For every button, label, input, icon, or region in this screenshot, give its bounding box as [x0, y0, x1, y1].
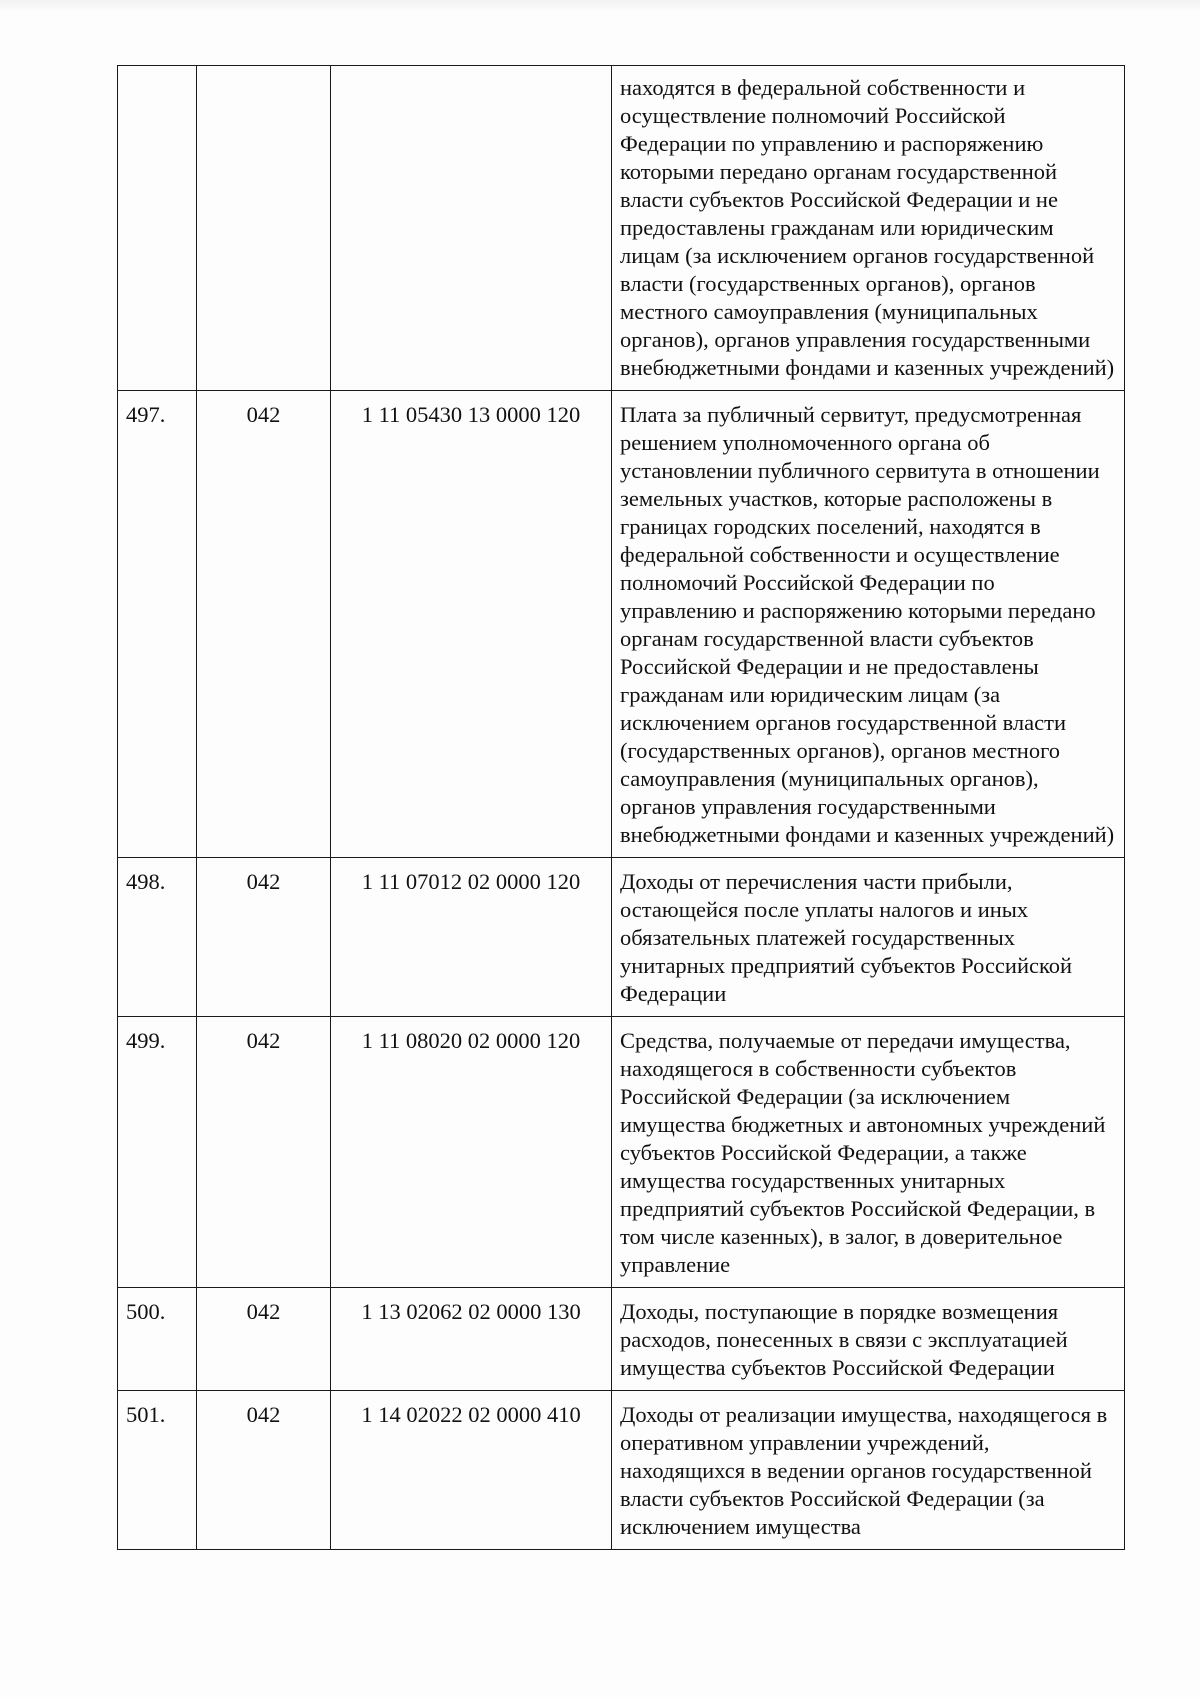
administrator-code: 042 [197, 1017, 331, 1288]
table-row [118, 1017, 1125, 1288]
budget-classification-code: 1 14 02022 02 0000 410 [331, 1391, 612, 1550]
budget-classification-code: 1 11 07012 02 0000 120 [331, 858, 612, 1017]
budget-classification-code: 1 11 05430 13 0000 120 [331, 391, 612, 858]
table-row [118, 66, 1125, 391]
administrator-code: 042 [197, 1391, 331, 1550]
table-row [118, 858, 1125, 1017]
administrator-code: 042 [197, 1288, 331, 1391]
revenue-name: Средства, получаемые от передачи имущества, находящегося в собственности субъектов Российской Федерации (за исключением имущества бюджетных и автономных учреждений субъектов Российской Федерации, а также имущества государственных унитарных предприятий субъектов Российской Федерации, в том числе казенных), в залог, в доверительное управление [612, 1017, 1125, 1288]
row-number: 499. [118, 1017, 197, 1288]
table-row [118, 1288, 1125, 1391]
row-number: 498. [118, 858, 197, 1017]
revenue-codes-table [117, 65, 1125, 1550]
budget-classification-code: 1 11 08020 02 0000 120 [331, 1017, 612, 1288]
administrator-code: 042 [197, 391, 331, 858]
revenue-name: Доходы, поступающие в порядке возмещения расходов, понесенных в связи с эксплуатацией имущества субъектов Российской Федерации [612, 1288, 1125, 1391]
table-row [118, 391, 1125, 858]
row-number: 501. [118, 1391, 197, 1550]
revenue-name: Плата за публичный сервитут, предусмотренная решением уполномоченного органа об установлении публичного сервитута в отношении земельных участков, которые расположены в границах городских поселений, находятся в федеральной собственности и осуществление полномочий Российской Федерации по управлению и распоряжению которыми передано органам государственной власти субъектов Российской Федерации и не предоставлены гражданам или юридическим лицам (за исключением органов государственной власти (государственных органов), органов местного самоуправления (муниципальных органов), органов управления государственными внебюджетными фондами и казенных учреждений) [612, 391, 1125, 858]
scan-edge [0, 0, 1200, 12]
row-number: 497. [118, 391, 197, 858]
revenue-name: Доходы от реализации имущества, находящегося в оперативном управлении учреждений, находящихся в ведении органов государственной власти субъектов Российской Федерации (за исключением имущества [612, 1391, 1125, 1550]
budget-classification-code: 1 13 02062 02 0000 130 [331, 1288, 612, 1391]
administrator-code [197, 66, 331, 391]
row-number [118, 66, 197, 391]
administrator-code: 042 [197, 858, 331, 1017]
table-row [118, 1391, 1125, 1550]
revenue-name: находятся в федеральной собственности и осуществление полномочий Российской Федерации по управлению и распоряжению которыми передано органам государственной власти субъектов Российской Федерации и не предоставлены гражданам или юридическим лицам (за исключением органов государственной власти (государственных органов), органов местного самоуправления (муниципальных органов), органов управления государственными внебюджетными фондами и казенных учреждений) [612, 66, 1125, 391]
revenue-name: Доходы от перечисления части прибыли, остающейся после уплаты налогов и иных обязательных платежей государственных унитарных предприятий субъектов Российской Федерации [612, 858, 1125, 1017]
budget-classification-code [331, 66, 612, 391]
row-number: 500. [118, 1288, 197, 1391]
